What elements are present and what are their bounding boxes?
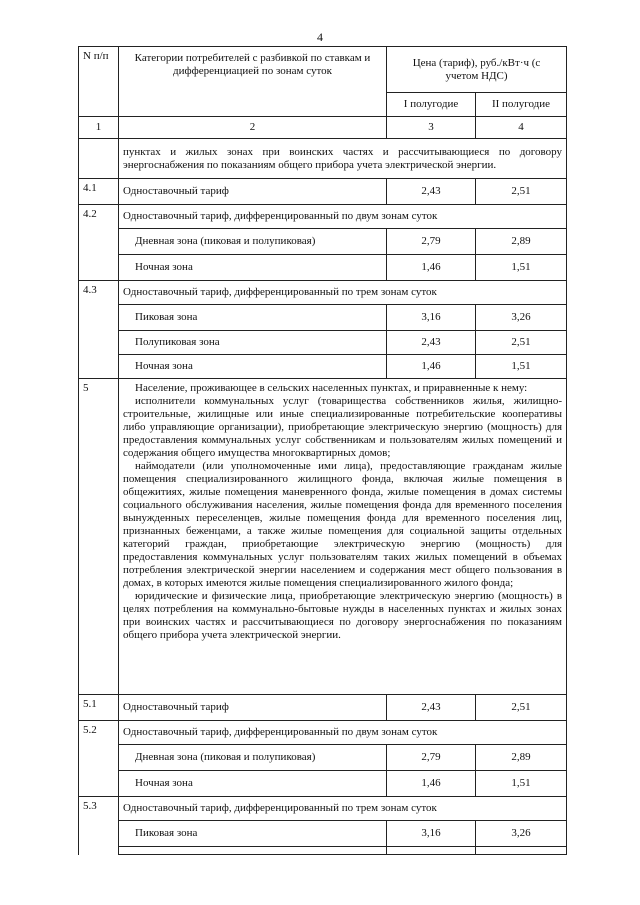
- empty-cell: [387, 847, 476, 855]
- table-index-row: [79, 117, 567, 139]
- table-row: [79, 745, 567, 771]
- price-half2: 3,26: [476, 305, 567, 331]
- table-row: [79, 331, 567, 355]
- header-number: N п/п: [79, 47, 119, 117]
- price-half2: 1,51: [476, 355, 567, 379]
- table-row: [79, 695, 567, 721]
- table-header-row: [79, 47, 567, 93]
- row-label: Пиковая зона: [119, 305, 387, 331]
- row-label: Одноставочный тариф: [119, 695, 387, 721]
- price-half1: 2,43: [387, 331, 476, 355]
- row-label: Дневная зона (пиковая и полупиковая): [119, 229, 387, 255]
- row-label: Одноставочный тариф, дифференцированный по трем зонам суток: [119, 797, 567, 821]
- row-label: Одноставочный тариф: [119, 179, 387, 205]
- row-label: Дневная зона (пиковая и полупиковая): [119, 745, 387, 771]
- table-row: [79, 229, 567, 255]
- row-label: Одноставочный тариф, дифференцированный по трем зонам суток: [119, 281, 567, 305]
- description-paragraph: наймодатели (или уполномоченные ими лица), предоставляющие гражданам жилые помещения специализированного жилищного фонда, включая жилые помещения в общежитиях, жилые помещения маневренного фонда, жилые помещения в домах системы социального обслуживания населения, жилые помещения фонда для временного поселения вынужденных переселенцев, жилые помещения фонда для временного поселения лиц, признанных беженцами, а также жилые помещения для социальной защиты отдельных категорий граждан, приобретающие электрическую энергию (мощность) для предоставления коммунальных услуг пользователям таких жилых помещений в объемах потребления электрической энергии населением и содержания мест общего пользования в домах, в которых имеются жилые помещения специализированного жилого фонда;: [123, 460, 563, 589]
- row-number: 5: [79, 379, 119, 695]
- table-row: [79, 797, 567, 821]
- row-number: 5.2: [79, 721, 119, 797]
- row-label: Ночная зона: [119, 771, 387, 797]
- row-label: Полупиковая зона: [119, 331, 387, 355]
- index-cell: 4: [476, 117, 567, 139]
- table-row: [79, 771, 567, 797]
- page-number: 4: [317, 30, 323, 44]
- empty-cell: [476, 847, 567, 855]
- row-label: Ночная зона: [119, 255, 387, 281]
- price-half1: 2,43: [387, 695, 476, 721]
- row-number: 4.2: [79, 205, 119, 281]
- index-cell: 1: [79, 117, 119, 139]
- header-price: Цена (тариф), руб./кВт·ч (с учетом НДС): [387, 47, 567, 93]
- empty-cell: [119, 847, 387, 855]
- row-number: 5.1: [79, 695, 119, 721]
- price-half1: 3,16: [387, 821, 476, 847]
- price-half2: 1,51: [476, 255, 567, 281]
- table-row: [79, 205, 567, 229]
- price-half2: 1,51: [476, 771, 567, 797]
- tariff-table: [78, 46, 567, 855]
- index-cell: 2: [119, 117, 387, 139]
- table-row: [79, 721, 567, 745]
- price-half1: 1,46: [387, 255, 476, 281]
- table-row: [79, 281, 567, 305]
- continued-text: пунктах и жилых зонах при воинских частях и рассчитывающиеся по договору энергоснабжения по показаниям общего прибора учета электрической энергии.: [119, 139, 567, 179]
- price-half1: 1,46: [387, 355, 476, 379]
- header-category: Категории потребителей с разбивкой по ставкам и дифференциацией по зонам суток: [119, 47, 387, 117]
- price-half2: 2,51: [476, 179, 567, 205]
- price-half1: 2,43: [387, 179, 476, 205]
- description-paragraph: исполнители коммунальных услуг (товарищества собственников жилья, жилищно-строительные, жилищные или иные специализированные потребительские кооперативы либо управляющие организации), приобретающие электрическую энергию (мощность) для предоставления коммунальных услуг собственникам и пользователям жилых помещений и содержания общего имущества многоквартирных домов;: [123, 395, 563, 459]
- price-half2: 3,26: [476, 821, 567, 847]
- price-half2: 2,89: [476, 745, 567, 771]
- table-row: [79, 379, 567, 695]
- price-half1: 2,79: [387, 229, 476, 255]
- table-row: [79, 821, 567, 847]
- row-label: Пиковая зона: [119, 821, 387, 847]
- price-half1: 1,46: [387, 771, 476, 797]
- price-half1: 3,16: [387, 305, 476, 331]
- description-paragraph: юридические и физические лица, приобретающие электрическую энергию (мощность) в целях потребления на коммунально-бытовые нужды в населенных пунктах и жилых зонах при воинских частях и рассчитывающиеся по договору энергоснабжения по показаниям общего прибора учета электрической энергии.: [123, 590, 563, 641]
- category-description: [119, 379, 567, 695]
- price-half1: 2,79: [387, 745, 476, 771]
- table-row: [79, 139, 567, 179]
- index-cell: 3: [387, 117, 476, 139]
- header-half1: I полугодие: [387, 93, 476, 117]
- table-row: [79, 305, 567, 331]
- price-half2: 2,51: [476, 331, 567, 355]
- row-number: 4.3: [79, 281, 119, 379]
- table-row: [79, 355, 567, 379]
- description-paragraph: Население, проживающее в сельских населенных пунктах, и приравненные к нему:: [135, 382, 528, 394]
- row-label: Одноставочный тариф, дифференцированный по двум зонам суток: [119, 205, 567, 229]
- table-row: [79, 179, 567, 205]
- table-row: [79, 847, 567, 855]
- header-half2: II полугодие: [476, 93, 567, 117]
- table-row: [79, 255, 567, 281]
- row-number: 4.1: [79, 179, 119, 205]
- row-label: Ночная зона: [119, 355, 387, 379]
- row-label: Одноставочный тариф, дифференцированный по двум зонам суток: [119, 721, 567, 745]
- row-number: 5.3: [79, 797, 119, 855]
- price-half2: 2,51: [476, 695, 567, 721]
- price-half2: 2,89: [476, 229, 567, 255]
- empty-cell: [79, 139, 119, 179]
